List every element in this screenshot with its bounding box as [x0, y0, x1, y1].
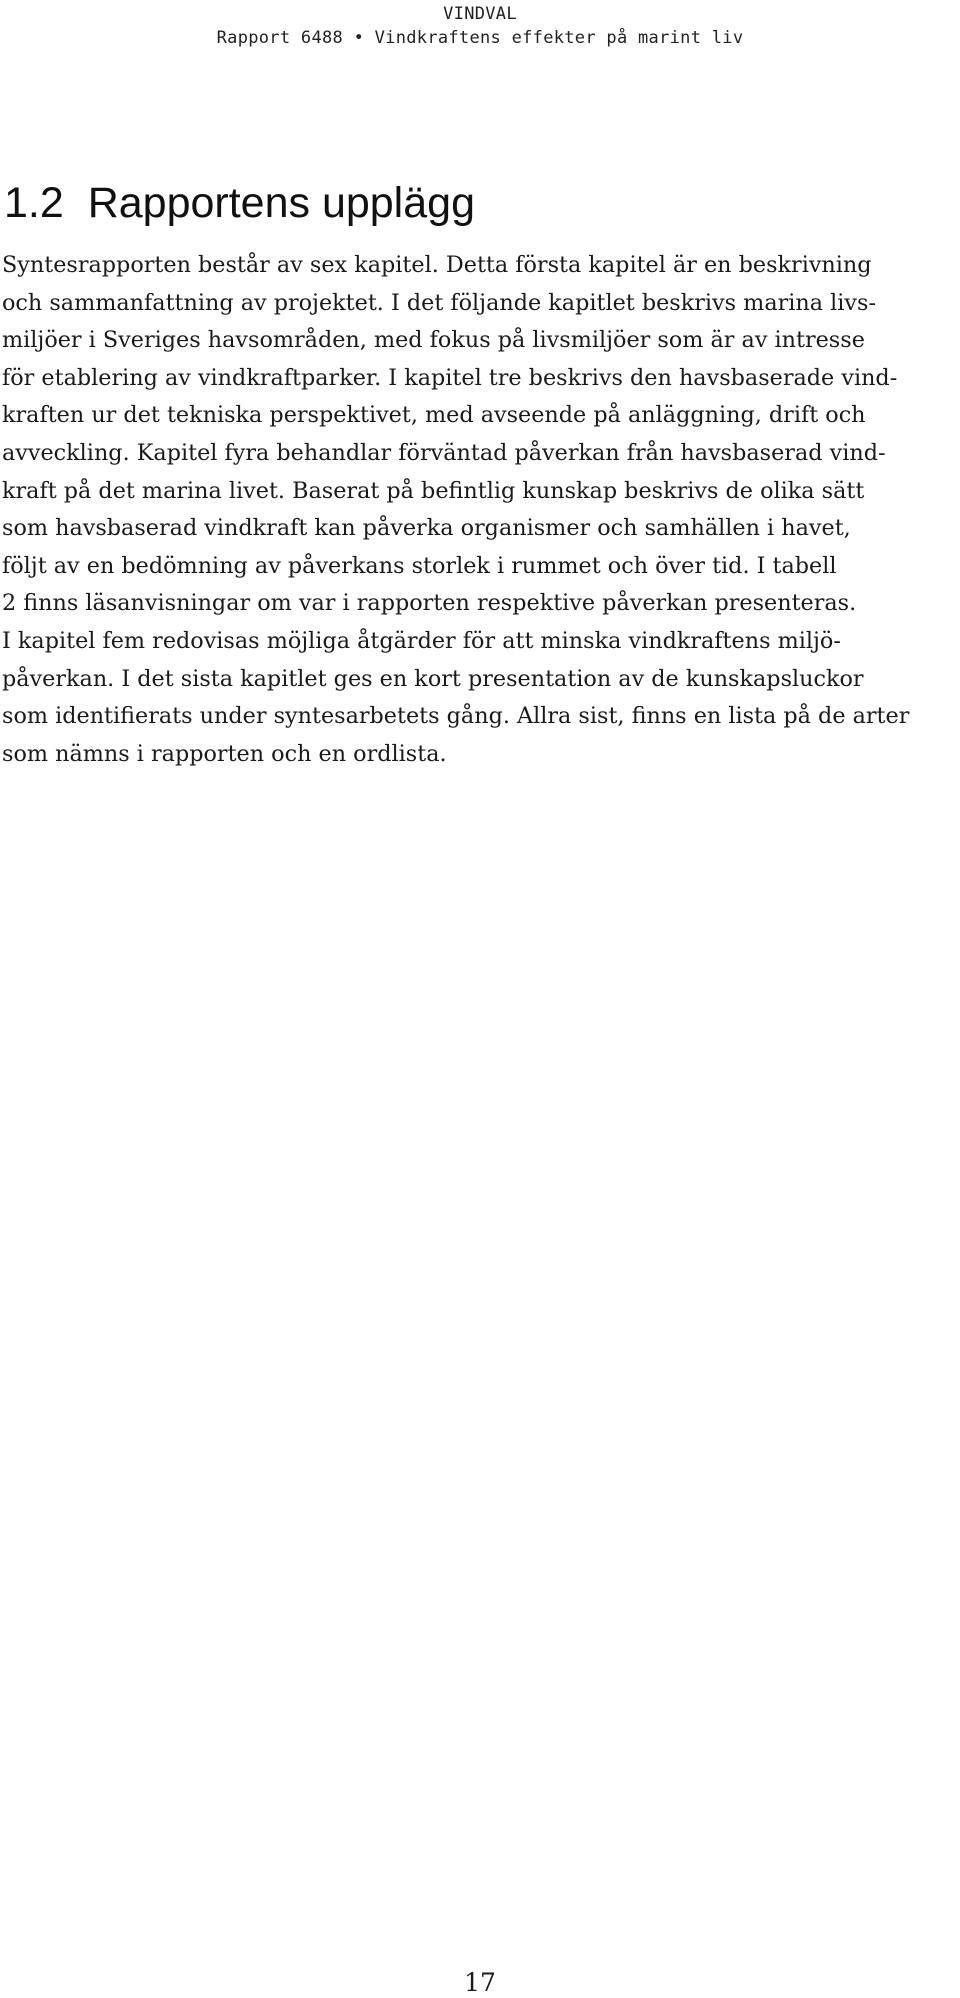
- body-line: och sammanfattning av projektet. I det följande kapitlet beskrivs marina livs-: [2, 289, 876, 316]
- body-line: miljöer i Sveriges havsområden, med fokus på livsmiljöer som är av intresse: [2, 327, 865, 354]
- section-heading: [4, 178, 475, 228]
- section-title: Rapportens upplägg: [87, 179, 475, 227]
- body-line: påverkan. I det sista kapitlet ges en kort presentation av de kunskapsluckor: [2, 665, 864, 692]
- body-line: följt av en bedömning av påverkans storlek i rummet och över tid. I tabell: [2, 552, 837, 579]
- body-line: 2 finns läsanvisningar om var i rapporten respektive påverkan presenteras.: [2, 590, 857, 617]
- body-line: kraft på det marina livet. Baserat på befintlig kunskap beskrivs de olika sätt: [2, 477, 865, 504]
- body-line: kraften ur det tekniska perspektivet, med avseende på anläggning, drift och: [2, 402, 866, 429]
- body-line: som nämns i rapporten och en ordlista.: [2, 740, 447, 767]
- body-line: för etablering av vindkraftparker. I kapitel tre beskrivs den havsbaserade vind-: [2, 364, 898, 391]
- body-line: som identifierats under syntesarbetets gång. Allra sist, finns en lista på de arter: [2, 703, 910, 730]
- running-header: [0, 0, 960, 50]
- section-number: 1.2: [4, 179, 64, 227]
- body-paragraph: [2, 247, 956, 773]
- series-name: VINDVAL: [443, 4, 517, 24]
- body-line: avveckling. Kapitel fyra behandlar förväntad påverkan från havsbaserad vind-: [2, 439, 886, 466]
- report-title: Rapport 6488 • Vindkraftens effekter på marint liv: [216, 28, 744, 48]
- body-line: I kapitel fem redovisas möjliga åtgärder för att minska vindkraftens miljö-: [2, 627, 841, 654]
- page-number: 17: [464, 1968, 496, 1997]
- body-line: som havsbaserad vindkraft kan påverka organismer och samhällen i havet,: [2, 515, 851, 542]
- body-line: Syntesrapporten består av sex kapitel. Detta första kapitel är en beskrivning: [2, 252, 872, 278]
